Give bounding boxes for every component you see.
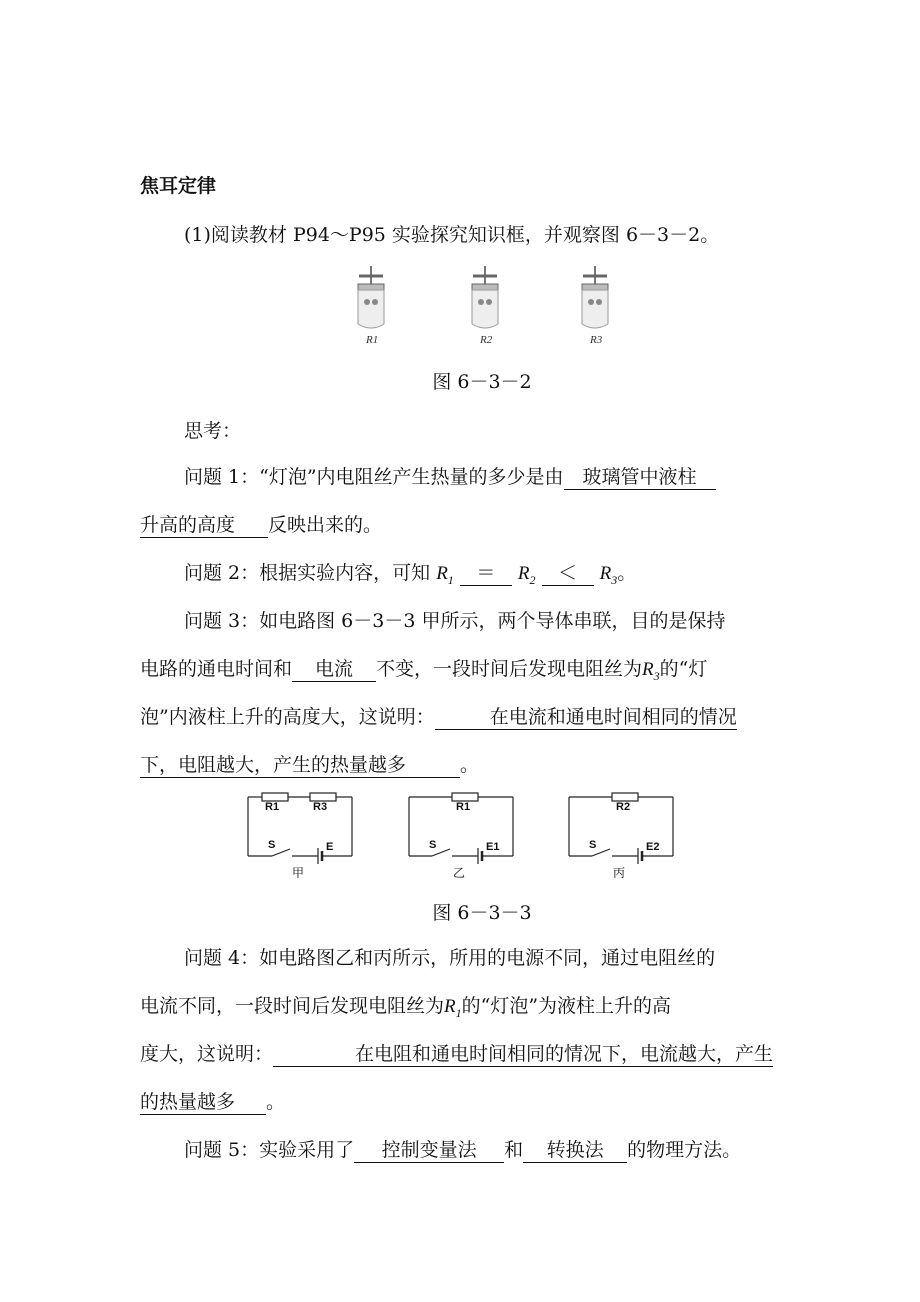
jia-name: 甲 [292,866,305,880]
think-label: 思考： [184,420,242,442]
jar-label-3: R3 [590,334,603,346]
q1-text: 问题 1：“灯泡”内电阻丝产生热量的多少是由 [184,466,564,488]
q2-answer-2: ＜ [542,561,594,586]
q2-text: 问题 2：根据实验内容，可知 [184,562,431,584]
q3-line1: 问题 3：如电路图 6－3－3 甲所示，两个导体串联，目的是保持 [184,610,726,632]
q2-r2: $R_2$ [517,563,536,587]
q4-text-c: 度大，这说明： [140,1043,274,1065]
q4-answer-b: 的热量越多 [140,1090,266,1115]
section-heading: 焦耳定律 [140,175,217,197]
q5-text-b: 和 [504,1139,524,1161]
q2-r3: $R_3$ [599,563,618,587]
figure-caption-2: 图 6－3－3 [432,902,532,924]
q2-end: 。 [617,562,637,584]
q3-text-c: 的“灯 [659,658,708,680]
q4-text-b: 的“灯泡”为液柱上升的高 [461,995,672,1017]
q5-line [184,1137,829,1163]
q3-answer-2a: 在电流和通电时间相同的情况 [435,705,737,730]
q3-r3: $R_3$ [642,659,660,683]
q1-answer-part1: 玻璃管中液柱 [564,465,716,490]
q2-answer-1: ＝ [460,561,512,586]
q4-text-a: 电流不同，一段时间后发现电阻丝为 [140,995,445,1017]
q4-end: 。 [266,1091,286,1113]
q5-text-c: 的物理方法。 [627,1139,742,1161]
q1-answer-part2: 升高的高度 [140,513,268,538]
q1-text-end: 反映出来的。 [268,514,383,536]
yi-source-label: E1 [486,841,500,853]
q4-line3 [140,1041,785,1067]
figure-caption-1: 图 6－3－2 [432,371,532,393]
q4-line2 [140,993,785,1026]
bing-r2-label: R2 [616,801,631,813]
q3-text-d: 泡”内液柱上升的高度大，这说明： [140,706,435,728]
q4-line1: 问题 4：如电路图乙和丙所示，所用的电源不同，通过电阻丝的 [184,947,716,969]
bing-source-label: E2 [646,841,660,853]
yi-name: 乙 [453,866,466,880]
bing-switch-label: S [589,839,597,851]
q3-text-a: 电路的通电时间和 [140,658,293,680]
q5-answer-2: 转换法 [523,1138,627,1163]
q3-text-b: 不变，一段时间后发现电阻丝为 [376,658,643,680]
q2-r1: $R_1$ [436,563,454,587]
jia-switch-label: S [268,839,276,851]
q5-text-a: 问题 5：实验采用了 [184,1139,355,1161]
yi-r1-label: R1 [456,801,471,813]
yi-switch-label: S [429,839,437,851]
jia-r3-label: R3 [313,801,328,813]
q4-line4 [140,1089,785,1115]
circuit-jia [248,793,352,864]
intro-text: (1)阅读教材 P94～P95 实验探究知识框，并观察图 6－3－2。 [184,224,720,246]
q3-answer-1: 电流 [292,657,376,682]
jar-label-1: R1 [366,334,379,346]
q5-answer-1: 控制变量法 [354,1138,504,1163]
jia-source-label: E [326,841,334,853]
q3-answer-2b: 下，电阻越大，产生的热量越多 [140,753,460,778]
q3-end: 。 [460,754,480,776]
q4-r1: $R_1$ [444,996,462,1020]
bing-name: 丙 [613,866,626,880]
jia-r1-label: R1 [265,801,280,813]
jar-label-2: R2 [480,334,493,346]
q4-answer-a: 在电阻和通电时间相同的情况下，电流越大，产生 [273,1042,773,1067]
